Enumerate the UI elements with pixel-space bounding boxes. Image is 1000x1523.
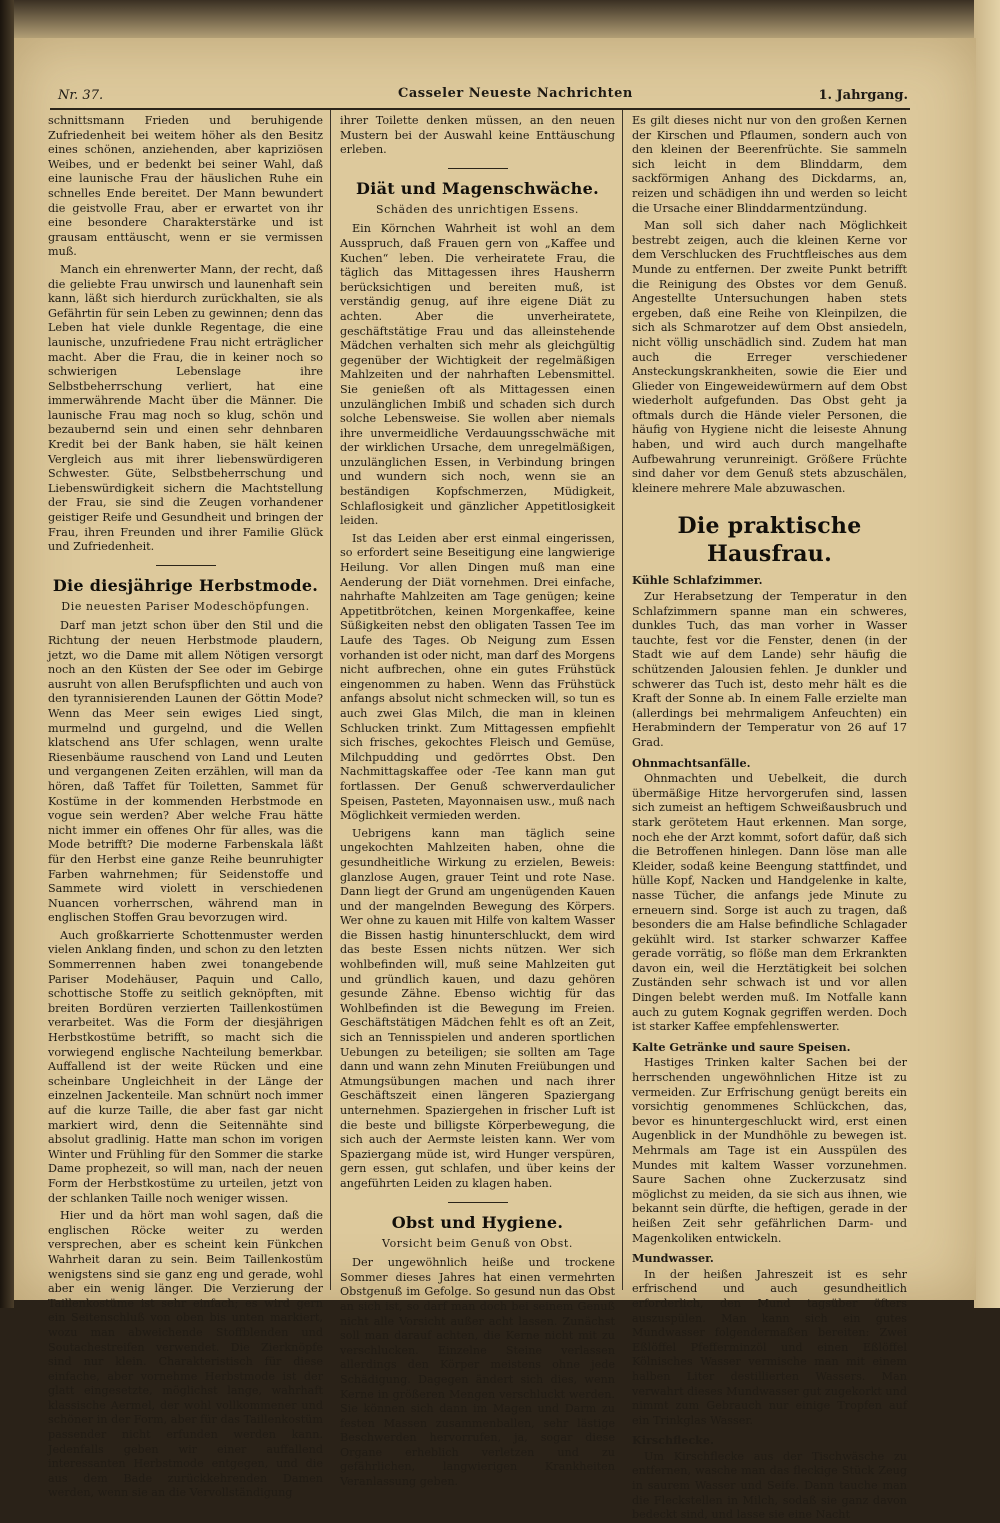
- paragraph: Man soll sich daher nach Möglichkeit bestrebt zeigen, auch die kleinen Kerne vor dem Verschlucken des Fruchtfleisches aus dem Munde zu entfernen. Der zweite Punkt betrifft die Reinigung des Obstes vor dem Genuß. Angestellte Untersuchungen haben stets ergeben, daß eine Reihe von Kleinpilzen, die sich als Schmarotzer auf dem Obst ansiedeln, nicht völlig unschädlich sind. Zudem hat man auch die Erreger verschiedener Ansteckungskrankheiten, sowie die Eier und Glieder von Eingeweidewürmern auf dem Obst wiederholt aufgefunden. Das Obst geht ja oftmals durch die Hände vieler Personen, die häufig von Hygiene nicht die leiseste Ahnung haben, und wird auch durch mangelhafte Aufbewahrung verunreinigt. Größere Früchte sind daher vor dem Genuß stets abzuschälen, kleinere mehrere Male abzuwaschen.: [632, 219, 907, 495]
- article-subtitle: Vorsicht beim Genuß von Obst.: [382, 1236, 573, 1250]
- paragraph: Es gilt dieses nicht nur von den großen Kernen der Kirschen und Pflaumen, sondern auch von den kleinen der Beerenfrüchte. Sie sammeln sich leicht in dem Blinddarm, dem sackförmigen Anhang des Dickdarms, an, reizen und schädigen ihn und werden so leicht die Ursache einer Blinddarmentzündung.: [632, 114, 907, 215]
- section-heading: Kalte Getränke und saure Speisen.: [632, 1039, 851, 1054]
- article-subtitle: Die neuesten Pariser Modeschöpfungen.: [61, 599, 310, 613]
- article-title-hausfrau: Die praktische Hausfrau.: [677, 513, 862, 568]
- section-heading: Kirschflecke.: [632, 1433, 714, 1448]
- column-2: [340, 114, 615, 1489]
- article-title-diaet: Diät und Magenschwäche.: [356, 178, 599, 198]
- paragraph: Hastiges Trinken kalter Sachen bei der herrschenden ungewöhnlichen Hitze ist zu vermeiden. Zur Erfrischung genügt bereits ein vorsichtig genommenes Schlückchen, das, bevor es hinuntergeschluckt wird, erst einen Augenblick in der Mundhöhle zu bewegen ist. Mehrmals am Tage ist ein Ausspülen des Mundes mit kaltem Wasser vorzunehmen. Saure Sachen ohne Zuckerzusatz sind möglichst zu meiden, da sie sich aus ihnen, wie bekannt sein dürfte, die heftigen, gerade in der heißen Zeit sehr gefährlichen Darm- und Magenkoliken entwickeln.: [632, 1056, 907, 1245]
- column-divider-1: [330, 110, 331, 1290]
- article-title-herbstmode: Die diesjährige Herbstmode.: [52, 575, 319, 595]
- paragraph: Ist das Leiden aber erst einmal eingerissen, so erfordert seine Beseitigung eine langwierige Heilung. Vor allen Dingen muß man eine Aenderung der Diät vornehmen. Drei einfache, nahrhafte Mahlzeiten am Tage genügen; keine Appetitbrötchen, keinen Morgenkaffee, keine Süßigkeiten nebst den obligaten Tassen Tee im Laufe des Tages. Ob Neigung zum Essen vorhanden ist oder nicht, man darf des Morgens nicht aufbrechen, ohne ein gutes Frühstück eingenommen zu haben. Wenn das Frühstück anfangs absolut nicht schmecken will, so tun es auch zwei Glas Milch, die man in kleinen Schlucken trinkt. Zum Mittagessen empfiehlt sich frisches, gekochtes Fleisch und Gemüse, Milchpudding und gedörrtes Obst. Den Nachmittagskaffee oder -Tee kann man gut fortlassen. Der Genuß schwerverdaulicher Speisen, Pasteten, Mayonnaisen usw., muß nach Möglichkeit vermieden werden.: [340, 531, 615, 823]
- column-3: [632, 114, 908, 1522]
- page-right-edge: [974, 0, 1000, 1308]
- page-left-edge: [0, 0, 14, 1308]
- paragraph: Ohnmachten und Uebelkeit, die durch übermäßige Hitze hervorgerufen sind, lassen sich zumeist an heftigem Schweißausbruch und stark gerötetem Haut erkennen. Man sorge, noch ehe der Arzt kommt, sofort dafür, daß sich die Betroffenen hinlegen. Dann löse man alle Kleider, sodaß keine Beengung stattfindet, und hülle Kopf, Nacken und Handgelenke in kalte, nasse Tücher, die anfangs jede Minute zu erneuern sind. Sorge ist auch zu tragen, daß besonders die am Halse befindliche Schlagader gekühlt wird. Ist starker schwarzer Kaffee gerade vorrätig, so flöße man dem Erkrankten davon ein, weil die Herztätigkeit bei solchen Zuständen sehr schwach ist und vor allen Dingen belebt werden muß. Im Notfalle kann auch zu gutem Kognak gegriffen werden. Doch ist starker Kaffee empfehlenswerter.: [632, 772, 907, 1034]
- section-heading: Kühle Schlafzimmer.: [632, 573, 763, 588]
- paragraph: Uebrigens kann man täglich seine ungekochten Mahlzeiten haben, ohne die gesundheitliche Wirkung zu erzielen, Beweis: glanzlose Augen, grauer Teint und rote Nase. Dann liegt der Grund am ungenügenden Kauen und der mangelnden Bewegung des Körpers. Wer ohne zu kauen mit Hilfe von kaltem Wasser die Bissen hastig hinunterschluckt, dem wird das beste Essen nichts nützen. Wer sich wohlbefinden will, muß seine Mahlzeiten gut und gründlich kauen, und dazu gehören gesunde Zähne. Ebenso wichtig für das Wohlbefinden ist die Bewegung im Freien. Geschäftstätigen Mädchen fehlt es oft an Zeit, sich an Tennisspielen und anderen sportlichen Uebungen zu beteiligen; sie sollten am Tage dann und wann zehn Minuten Freiübungen und Atmungsübungen machen und nach ihrer Geschäftszeit einen längeren Spaziergang unternehmen. Spaziergehen in frischer Luft ist die beste und billigste Körperbewegung, die sich auch der Aermste leisten kann. Wer vom Spaziergang müde ist, wird Hunger verspüren, gern essen, gut schlafen, und über keins der angeführten Leiden zu klagen haben.: [340, 826, 615, 1190]
- paragraph: Zur Herabsetzung der Temperatur in den Schlafzimmern spanne man ein schweres, dunkles Tuch, das man vorher in Wasser tauchte, fest vor die Fenster, denen (in der Stadt wie auf dem Lande) sehr häufig die schützenden Jalousien fehlen. Je dunkler und schwerer das Tuch ist, desto mehr hält es die Kraft der Sonne ab. In einem Falle erzielte man (allerdings bei mehrmaligem Anfeuchten) ein Herabmindern der Temperatur von 26 auf 17 Grad.: [632, 590, 907, 749]
- header-rule: [50, 108, 910, 110]
- paragraph: Um Kirschflecke aus der Tischwäsche zu entfernen, wasche man das fleckige Stück Zeug in saurem Wasser und Seife. Dann tauche man die Fleckstellen in Milch, sodaß sie ganz davon bedeckt sind, und lasse sie eine Nacht: [632, 1449, 907, 1522]
- paragraph: ihrer Toilette denken müssen, an den neuen Mustern bei der Auswahl keine Enttäuschung erleben.: [340, 114, 615, 157]
- column-1: [48, 114, 323, 1500]
- article-separator: [448, 1202, 508, 1203]
- paragraph: schnittsmann Frieden und beruhigende Zufriedenheit bei weitem höher als den Besitz eines schönen, anziehenden, aber kapriziösen Weibes, und er bedenkt bei seiner Wahl, daß eine launische Frau der häuslichen Ruhe ein schnelles Ende bereitet. Der Mann bewundert die geistvolle Frau, aber er erwartet von ihr eine besondere Charakterstärke und ist grausam enttäuscht, wenn er sie vermissen muß.: [48, 114, 323, 259]
- paragraph: Darf man jetzt schon über den Stil und die Richtung der neuen Herbstmode plaudern, jetzt, wo die Dame mit allem Nötigen versorgt noch an den Küsten der See oder im Gebirge ausruht von allen Berufspflichten und auch von den tyrannisierenden Launen der Göttin Mode? Wenn das Meer sein ewiges Lied singt, murmelnd und gurgelnd, und die Wellen klatschend ans Ufer schlagen, wenn uralte Riesenbäume rauschend von Land und Leuten und vergangenen Zeiten erzählen, will man da hören, daß Taffet für Toiletten, Sammet für Kostüme in der kommenden Herbstmode en vogue sein werden? Aber welche Frau hätte nicht immer ein offenes Ohr für alles, was die Mode betrifft? Die moderne Farbenskala läßt für den Herbst eine ganze Reihe beunruhigter Farben wahrnehmen; für Seidenstoffe und Sammete wird violett in verschiedenen Nuancen vorherrschen, während man in englischen Stoffen Grau bevorzugen wird.: [48, 619, 323, 925]
- paragraph: Ein Körnchen Wahrheit ist wohl an dem Ausspruch, daß Frauen gern von „Kaffee und Kuchen“ leben. Die verheiratete Frau, die täglich das Mittagessen ihres Hausherrn berücksichtigen und bereiten muß, ist verständig genug, auf ihre eigene Diät zu achten. Aber die unverheiratete, geschäftstätige Frau und das alleinstehende Mädchen verhalten sich mehr als gleichgültig gegenüber der Wichtigkeit der regelmäßigen Mahlzeiten und der nahrhaften Lebensmittel. Sie genießen oft als Mittagessen einen unzulänglichen Imbiß und schaden sich durch solche Lebensweise. Sie wollen aber niemals ihre unvermeidliche Verdauungsschwäche mit der wirklichen Ursache, dem unregelmäßigen, unzulänglichen Essen, in Verbindung bringen und wundern sich noch, wenn sie an beständigen Kopfschmerzen, Müdigkeit, Schlaflosigkeit und gänzlicher Appetitlosigkeit leiden.: [340, 222, 615, 528]
- section-heading: Mundwasser.: [632, 1251, 714, 1266]
- masthead: [48, 86, 908, 110]
- article-separator: [448, 168, 508, 169]
- page-top-edge: [0, 0, 1000, 40]
- paragraph: Auch großkarrierte Schottenmuster werden vielen Anklang finden, und schon zu den letzten Sommerrennen haben zwei tonangebende Pariser Modehäuser, Paquin und Callo, schottische Stoffe zu seitlich geknöpften, mit breiten Bordüren verzierten Taillenkostümen verarbeitet. Was die Form der diesjährigen Herbstkostüme betrifft, so macht sich die vorwiegend englische Nachteilung bemerkbar. Auffallend ist der weite Rücken und eine scheinbare Ungleichheit in der Länge der einzelnen Jackenteile. Man schnürt noch immer auf die kurze Taille, die aber fast gar nicht markiert wird, denn die Seitennähte sind absolut gradlinig. Hatte man schon im vorigen Winter und Frühling für den Sommer die starke Dame prophezeit, so will man, nach der neuen Form der Herbstkostüme zu urteilen, jetzt von der schlanken Taille noch weniger wissen.: [48, 928, 323, 1205]
- paragraph: Hier und da hört man wohl sagen, daß die englischen Röcke weiter zu werden versprechen, aber es scheint kein Fünkchen Wahrheit daran zu sein. Beim Taillenkostüm wenigstens sind sie ganz eng und gerade, wohl aber ein wenig länger. Die Verzierung der Taillenkostüme ist sehr einfach; es wird gern ein Seitenschluß von oben bis unten markiert, wozu man abweichende Stoffblenden und Soutachestreifen verwendet. Die Zierknöpfe sind nur klein. Charakteristisch für diese einfache, aber vornehme Herbstmode ist der glatt eingesetzte, möglichst lange, wahrhaft klassische Aermel, der wohl vollkommener und schöner in der Form, aber für das Taillenkostüm passender nicht erfunden werden kann. Jedenfalls geben wir einer auffallend interessanten Herbstmode entgegen, und die aus dem Bade zurückkehrenden Damen werden, wenn sie an die Vervollständigung: [48, 1209, 323, 1500]
- paragraph: Manch ein ehrenwerter Mann, der recht, daß die geliebte Frau unwirsch und launenhaft sein kann, läßt sich hierdurch zurückhalten, sie als Gefährtin für sein Leben zu gewinnen; denn das Leben hat viele dunkle Regentage, die eine launische, unzufriedene Frau nicht erträglicher macht. Aber die Frau, die in keiner noch so schwierigen Lebenslage ihre Selbstbeherrschung verliert, hat eine immerwährende Macht über die Männer. Die launische Frau mag noch so klug, schön und bezaubernd sein und einen sehr dehnbaren Kredit bei der Bank haben, sie hält keinen Vergleich aus mit ihrer liebenswürdigeren Schwester. Güte, Selbstbeherrschung und Liebenswürdigkeit sichern die Machtstellung der Frau, sie sind die Zeugen vorhandener geistiger Reife und Gesundheit und bringen der Frau, ihren Freunden und ihrer Familie Glück und Zufriedenheit.: [48, 262, 323, 554]
- article-subtitle: Schäden des unrichtigen Essens.: [375, 202, 580, 216]
- issue-number: Nr. 37.: [58, 88, 104, 103]
- column-divider-2: [622, 110, 623, 1290]
- paragraph: Der ungewöhnlich heiße und trockene Sommer dieses Jahres hat einen vermehrten Obstgenuß im Gefolge. So gesund nun das Obst an sich ist, so darf man doch bei seinem Genuß nicht alle Vorsicht außer acht lassen. Zunächst soll man darauf achten, die Kerne nicht mit zu verschlucken. Einzelne Steine verlassen allerdings den Körper meistens ohne jede Schädigung. Dagegen ändert sich dies, wenn Kerne in größeren Mengen verschluckt werden. Sie können sich dann im Magen und Darm zu festen Massen zusammenballen, sehr lästige Beschwerden hervorrufen, ja, sogar diese Organe erheblich verletzen und zu gefährlichen, langwierigen Krankheiten Veranlassung geben.: [340, 1256, 615, 1489]
- section-heading: Ohnmachtsanfälle.: [632, 755, 751, 770]
- volume-label: 1. Jahrgang.: [818, 88, 908, 103]
- newspaper-title: Casseler Neueste Nachrichten: [398, 86, 633, 101]
- article-separator: [156, 565, 216, 566]
- paragraph: In der heißen Jahreszeit ist es sehr erfrischend und auch gesundheitlich erforderlich, den Mund tagsüber öfters auszuspülen. Man kann sich ein gutes Mundwasser folgendermaßen bereiten: Zwei Eßlöffel Pfefferminzöl und einen Eßlöffel Kölnisches Wasser vermische man mit einem halben Liter destillierten Wassers. Man verwahrt dieses Mundwasser gut zugekorkt und nimmt zum Gebrauch nur einige Tropfen auf ein Trinkglas Wasser.: [632, 1267, 908, 1427]
- article-title-obst: Obst und Hygiene.: [391, 1212, 564, 1232]
